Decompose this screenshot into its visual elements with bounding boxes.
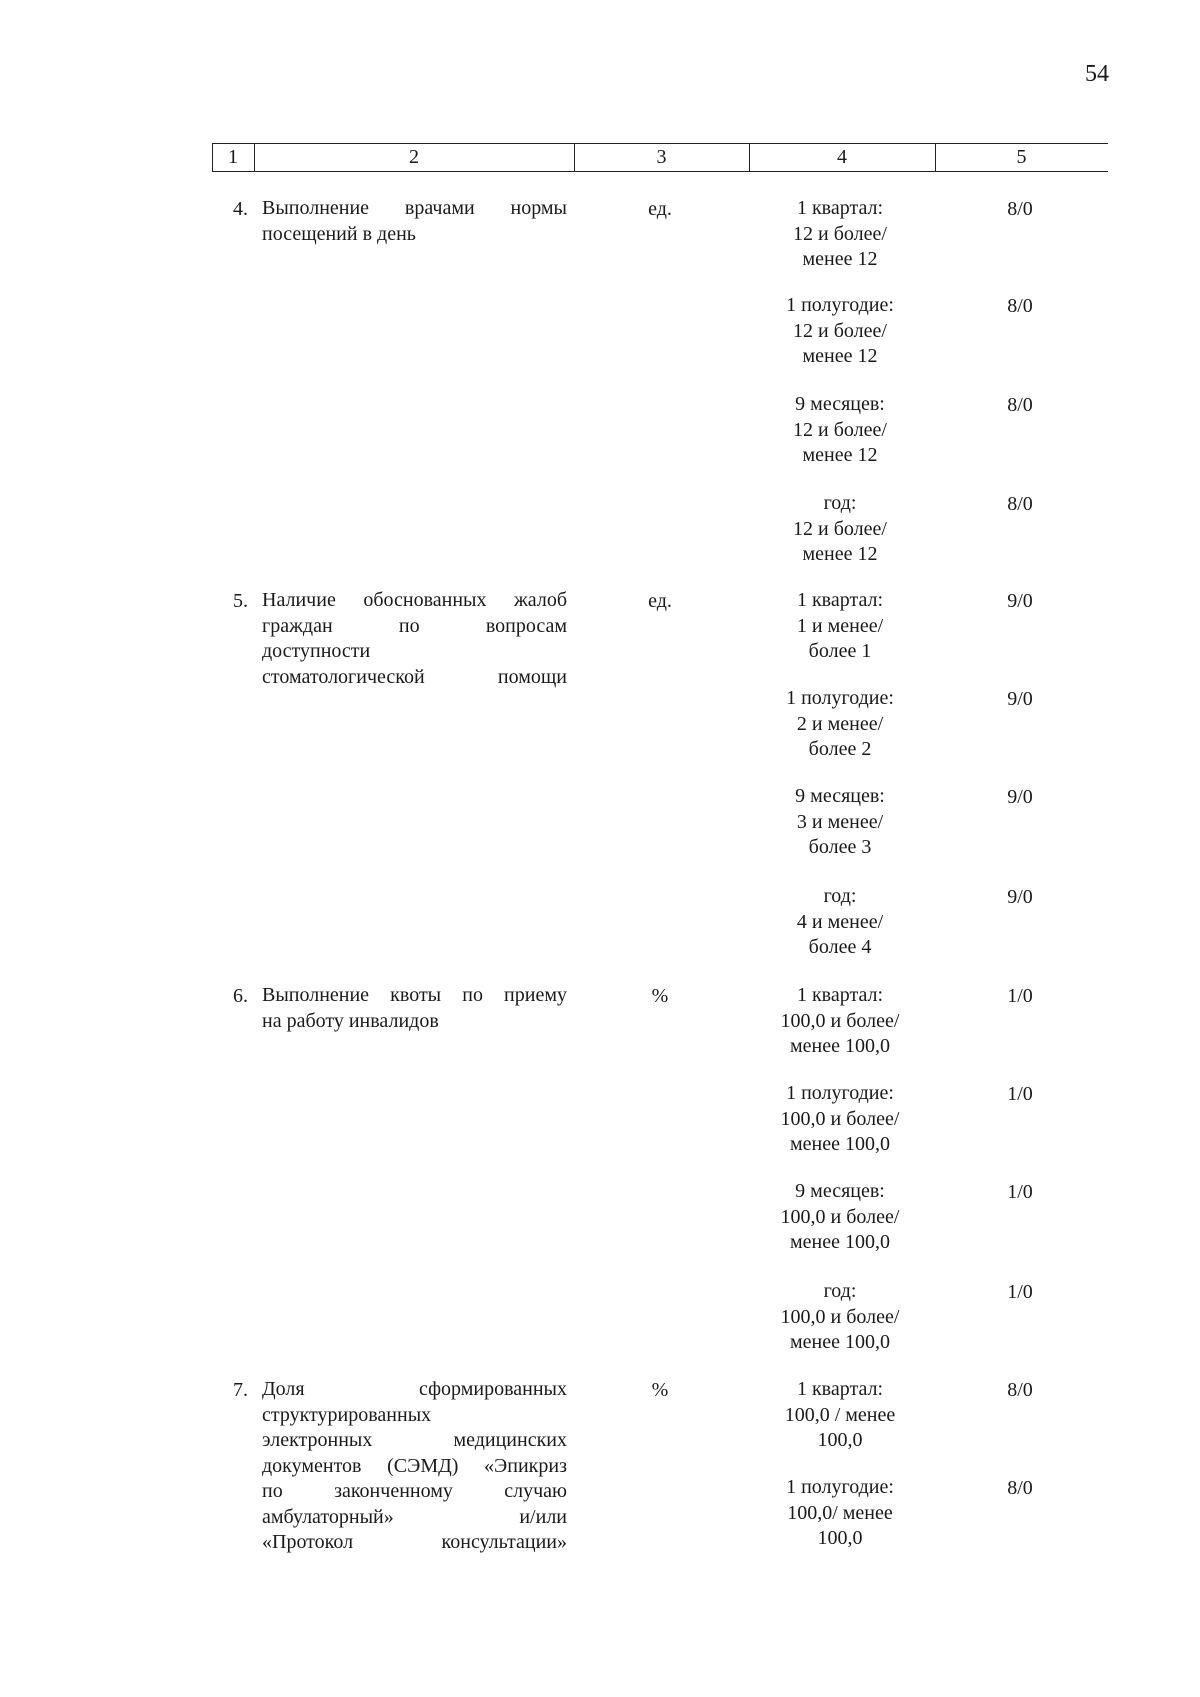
score: 9/0 bbox=[1007, 786, 1033, 808]
indicator-name: Доля сформированных структурированных электронных медицинских документов (СЭМД) «Эпикриз по законченному случаю амбулаторный» и/или «Протокол консультации» bbox=[262, 1378, 567, 1553]
score: 8/0 bbox=[1007, 1379, 1033, 1401]
score: 1/0 bbox=[1007, 1281, 1033, 1303]
unit-of-measure: ед. bbox=[648, 198, 672, 220]
score: 9/0 bbox=[1007, 590, 1033, 612]
indicator-name: Наличие обоснованных жалоб граждан по вопросам доступности стоматологической помощи bbox=[262, 589, 567, 688]
score: 9/0 bbox=[1007, 886, 1033, 908]
indicator-name: Выполнение врачами нормы посещений в день bbox=[262, 197, 567, 245]
period-target: 1 квартал: 1 и менее/ более 1 bbox=[796, 589, 884, 662]
period-target: 1 квартал: 100,0 и более/ менее 100,0 bbox=[780, 984, 900, 1057]
period-target: 1 полугодие: 100,0/ менее 100,0 bbox=[786, 1476, 894, 1549]
score: 8/0 bbox=[1007, 493, 1033, 515]
period-target: 1 полугодие: 100,0 и более/ менее 100,0 bbox=[780, 1082, 900, 1155]
page-number: 54 bbox=[1085, 61, 1109, 87]
period-target: 1 полугодие: 12 и более/ менее 12 bbox=[786, 294, 894, 367]
period-target: 9 месяцев: 100,0 и более/ менее 100,0 bbox=[780, 1180, 900, 1253]
header-col-5: 5 bbox=[1016, 146, 1027, 168]
score: 8/0 bbox=[1007, 394, 1033, 416]
row-number: 4. bbox=[233, 198, 248, 220]
period-target: 1 квартал: 12 и более/ менее 12 bbox=[793, 197, 887, 270]
period-target: год: 100,0 и более/ менее 100,0 bbox=[780, 1280, 900, 1353]
score: 1/0 bbox=[1007, 1181, 1033, 1203]
row-number: 5. bbox=[233, 590, 248, 612]
unit-of-measure: ед. bbox=[648, 590, 672, 612]
period-target: год: 4 и менее/ более 4 bbox=[796, 885, 884, 958]
header-col-1: 1 bbox=[228, 146, 238, 168]
score: 8/0 bbox=[1007, 295, 1033, 317]
score: 1/0 bbox=[1007, 985, 1033, 1007]
score: 8/0 bbox=[1007, 1477, 1033, 1499]
header-col-4: 4 bbox=[837, 146, 847, 168]
row-number: 6. bbox=[233, 985, 248, 1007]
period-target: 1 полугодие: 2 и менее/ более 2 bbox=[786, 687, 894, 760]
period-target: 1 квартал: 100,0 / менее 100,0 bbox=[784, 1378, 896, 1451]
period-target: 9 месяцев: 12 и более/ менее 12 bbox=[793, 393, 887, 466]
period-target: 9 месяцев: 3 и менее/ более 3 bbox=[795, 785, 885, 858]
score: 9/0 bbox=[1007, 688, 1033, 710]
header-col-3: 3 bbox=[656, 146, 667, 168]
score: 8/0 bbox=[1007, 198, 1033, 220]
unit-of-measure: % bbox=[651, 1379, 669, 1401]
score: 1/0 bbox=[1007, 1083, 1033, 1105]
unit-of-measure: % bbox=[651, 985, 669, 1007]
header-col-2: 2 bbox=[409, 146, 419, 168]
row-number: 7. bbox=[233, 1379, 248, 1401]
indicator-name: Выполнение квоты по приему на работу инвалидов bbox=[262, 984, 567, 1032]
period-target: год: 12 и более/ менее 12 bbox=[793, 492, 887, 565]
table-header bbox=[212, 143, 1108, 172]
